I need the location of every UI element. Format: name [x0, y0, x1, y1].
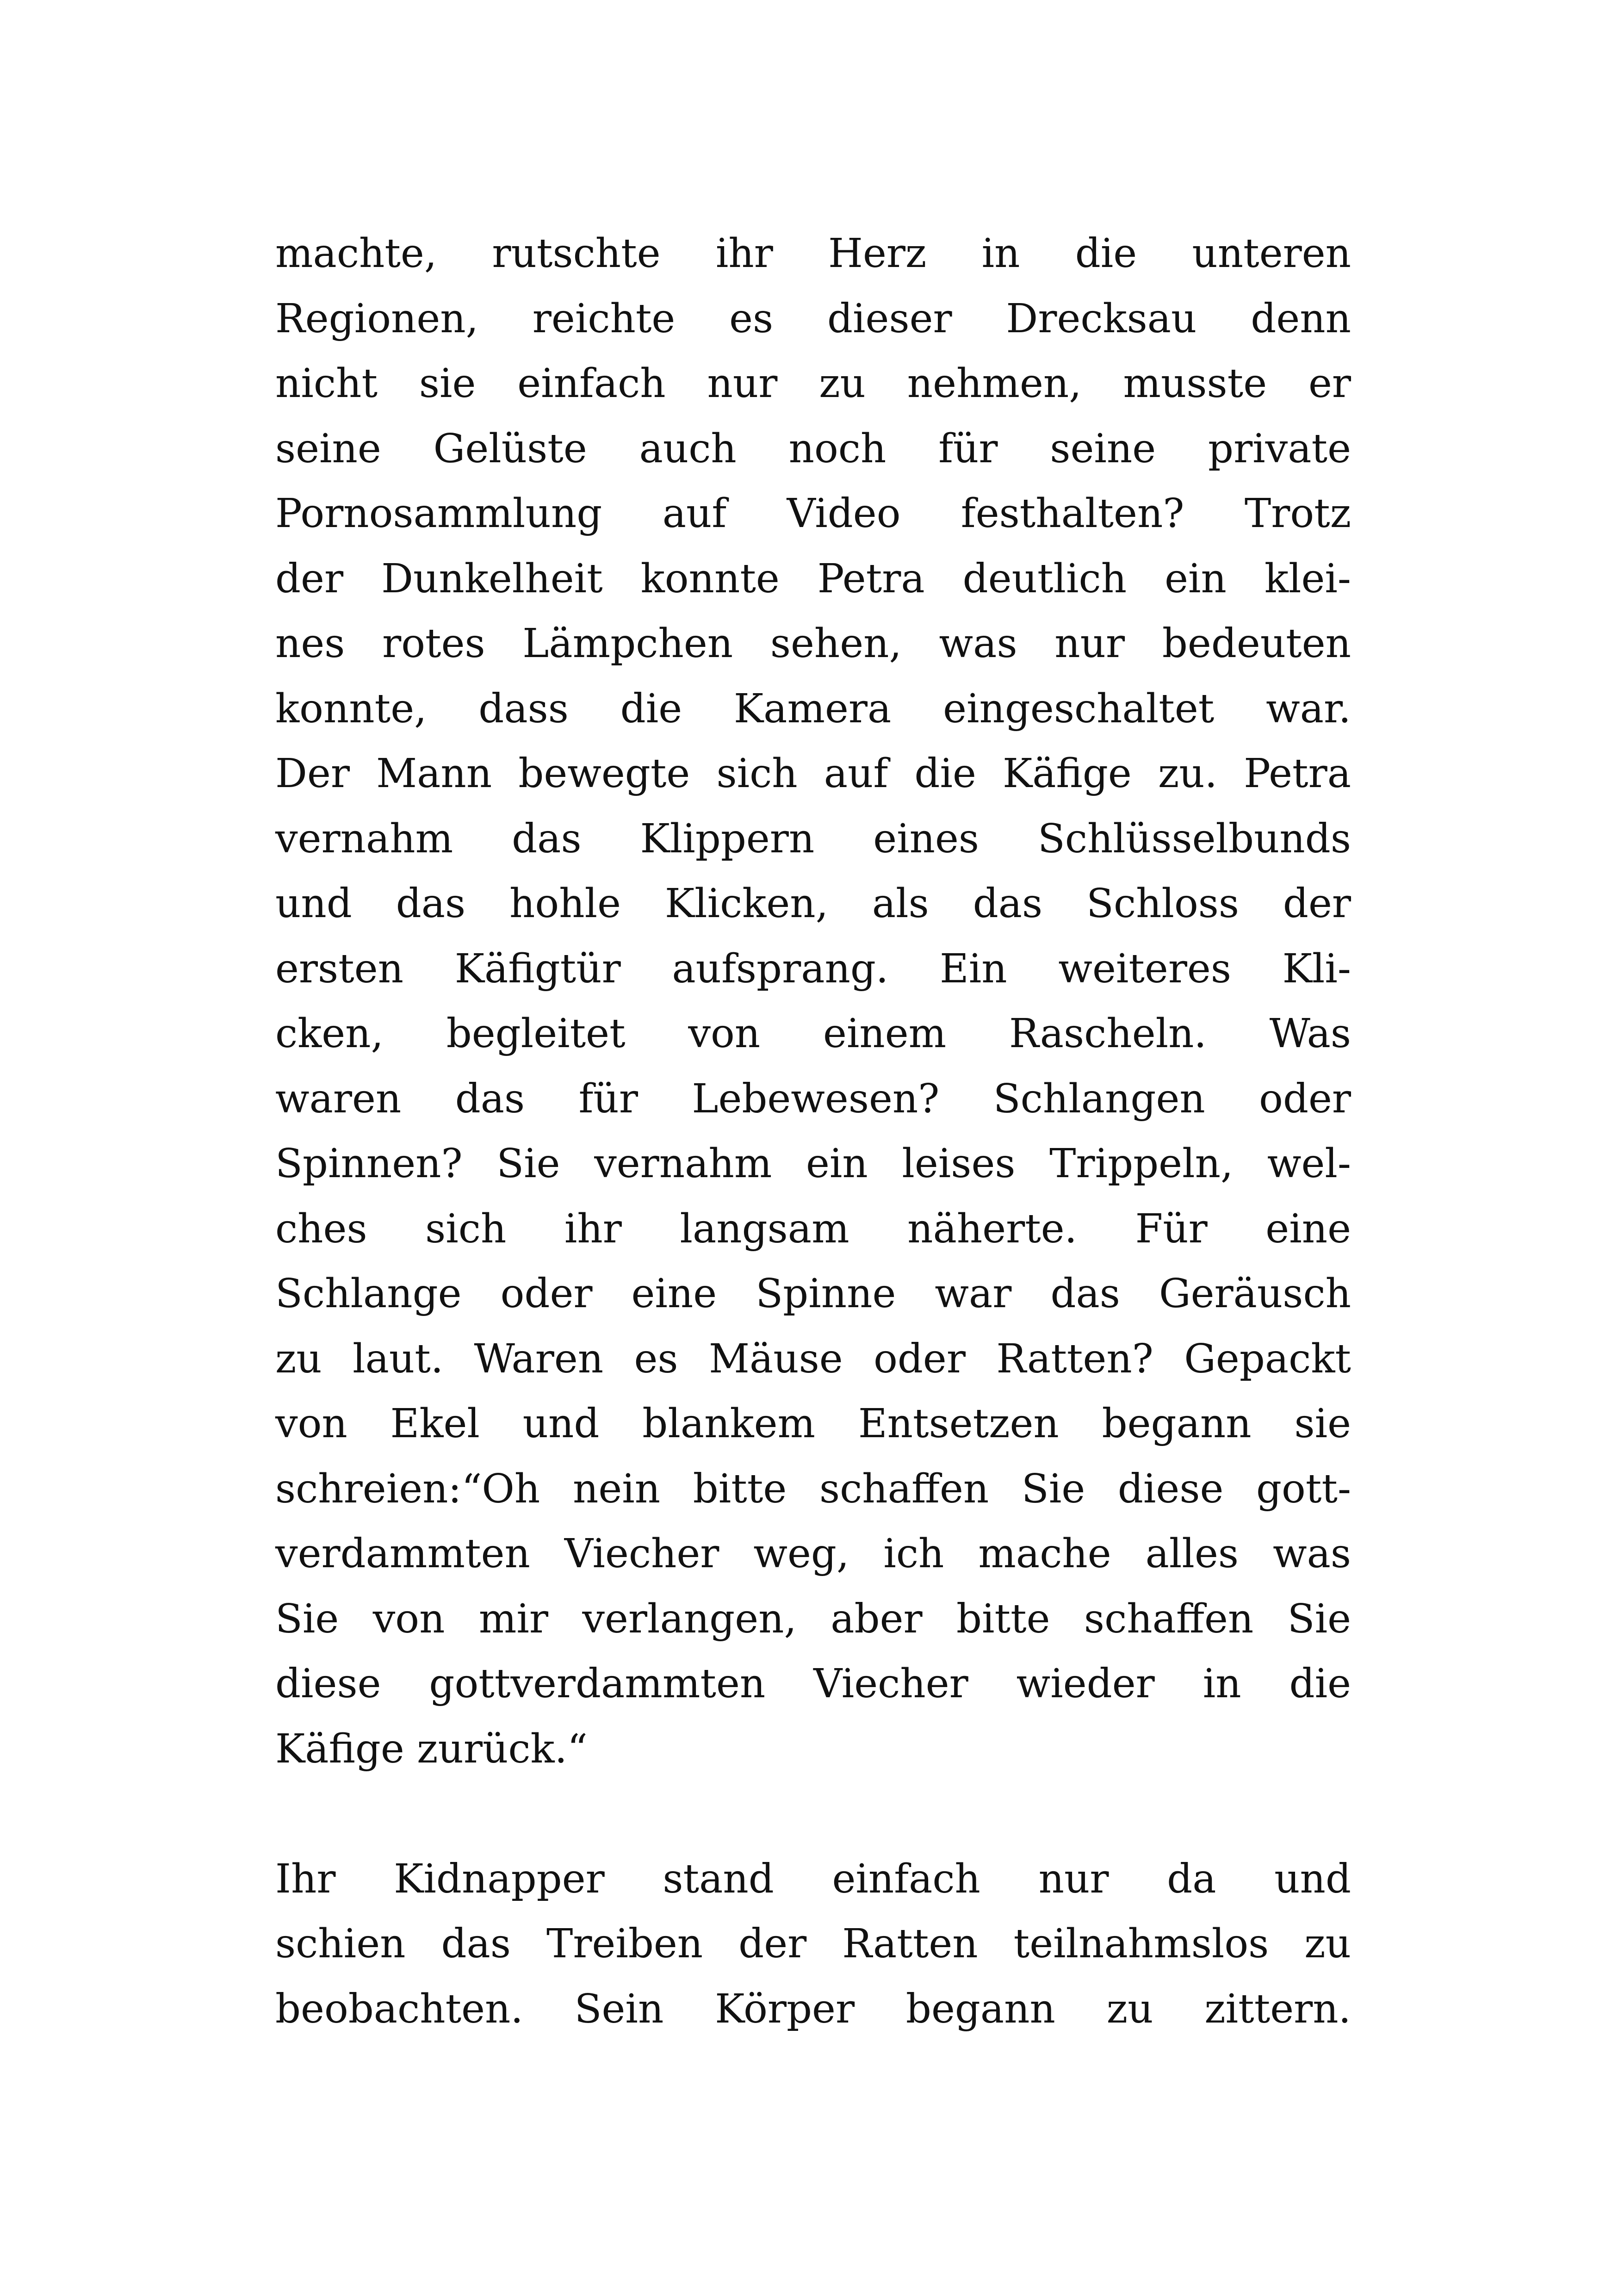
text-line: und das hohle Klicken, als das Schloss der: [275, 881, 1351, 927]
text-line: konnte, dass die Kamera eingeschaltet war.: [275, 685, 1351, 732]
text-line: Ihr Kidnapper stand einfach nur da und: [275, 1855, 1351, 1902]
text-line: Der Mann bewegte sich auf die Käfige zu. Petra: [275, 751, 1351, 797]
text-line: ches sich ihr langsam näherte. Für eine: [275, 1205, 1351, 1252]
text-line: zu laut. Waren es Mäuse oder Ratten? Gepackt: [275, 1335, 1351, 1382]
text-line: ersten Käfigtür aufsprang. Ein weiteres Kli-: [275, 945, 1351, 992]
paragraph-gap: [275, 1781, 1351, 1847]
text-line: Schlange oder eine Spinne war das Geräusch: [275, 1271, 1351, 1317]
text-line: Käfige zurück.“: [275, 1725, 588, 1772]
text-line: machte, rutschte ihr Herz in die unteren: [275, 230, 1351, 277]
text-line: Regionen, reichte es dieser Drecksau denn: [275, 295, 1351, 342]
text-line: diese gottverdammten Viecher wieder in die: [275, 1661, 1351, 1707]
text-line: schien das Treiben der Ratten teilnahmslos zu: [275, 1921, 1351, 1967]
text-line: von Ekel und blankem Entsetzen begann sie: [275, 1401, 1351, 1447]
text-line: Pornosammlung auf Video festhalten? Trotz: [275, 490, 1351, 537]
paragraph: [275, 1847, 1351, 2042]
page-body-text: [275, 221, 1351, 2042]
text-line: cken, begleitet von einem Rascheln. Was: [275, 1011, 1351, 1057]
text-line: nicht sie einfach nur zu nehmen, musste er: [275, 360, 1351, 407]
text-line: Sie von mir verlangen, aber bitte schaffen Sie: [275, 1595, 1351, 1642]
text-line: vernahm das Klippern eines Schlüsselbunds: [275, 815, 1351, 862]
text-line: Spinnen? Sie vernahm ein leises Trippeln, wel-: [275, 1141, 1351, 1187]
text-line: seine Gelüste auch noch für seine private: [275, 425, 1351, 472]
text-line: nes rotes Lämpchen sehen, was nur bedeuten: [275, 621, 1351, 667]
text-line: waren das für Lebewesen? Schlangen oder: [275, 1075, 1351, 1122]
text-line: schreien:“Oh nein bitte schaffen Sie diese gott-: [275, 1465, 1351, 1512]
text-line: beobachten. Sein Körper begann zu zittern.: [275, 1986, 1351, 2032]
text-line: der Dunkelheit konnte Petra deutlich ein klei-: [275, 555, 1351, 602]
paragraph: [275, 221, 1351, 1781]
text-line: verdammten Viecher weg, ich mache alles was: [275, 1531, 1351, 1577]
